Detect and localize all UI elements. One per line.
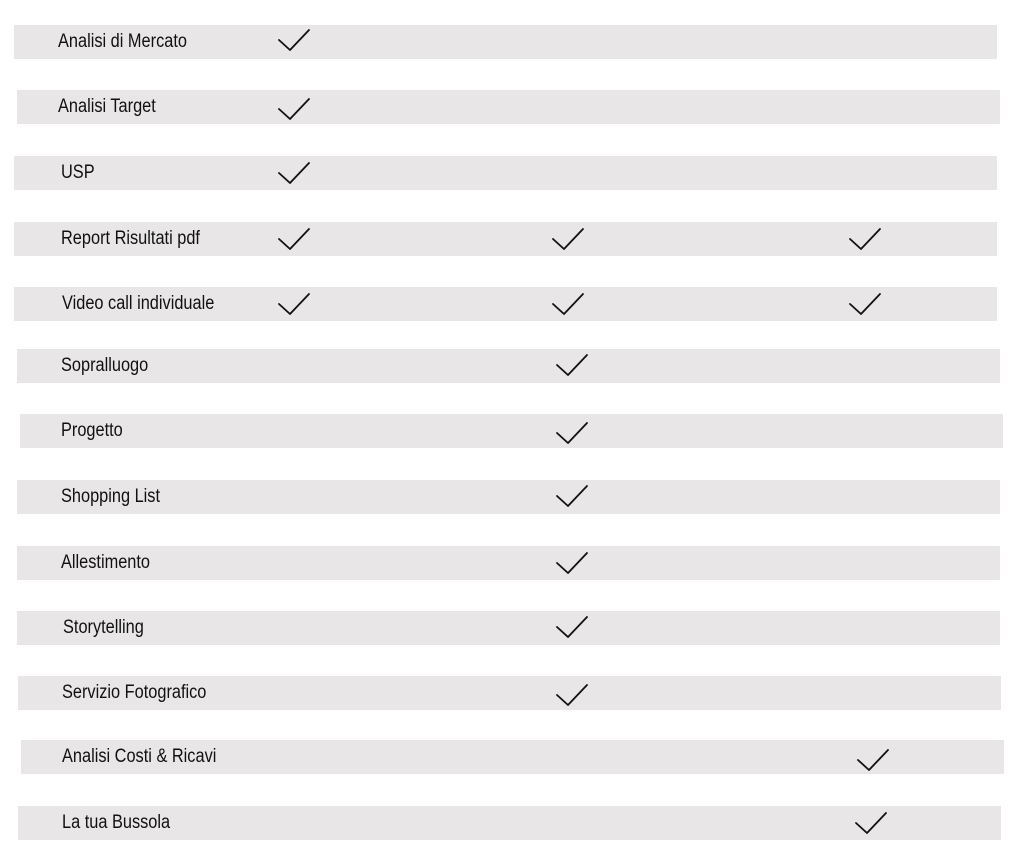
checkmark-icon [555,682,589,708]
feature-label: La tua Bussola [62,812,171,833]
feature-row [14,25,997,59]
feature-row [17,90,1000,124]
feature-label: Analisi Costi & Ricavi [62,746,217,767]
feature-row [21,740,1004,774]
feature-row [20,414,1003,448]
feature-row [18,806,1001,840]
feature-label: Sopralluogo [61,355,149,376]
checkmark-icon [277,291,311,317]
checkmark-icon [555,352,589,378]
checkmark-icon [551,291,585,317]
feature-label: Analisi Target [58,96,156,117]
feature-row [18,676,1001,710]
feature-row [14,156,997,190]
feature-row [17,349,1000,383]
feature-label: Allestimento [61,552,151,573]
checkmark-icon [555,483,589,509]
feature-label: USP [61,162,95,183]
checkmark-icon [848,291,882,317]
checkmark-icon [856,747,890,773]
feature-label: Servizio Fotografico [62,682,207,703]
feature-row [14,287,997,321]
feature-label: Storytelling [63,617,144,638]
feature-row [14,222,997,256]
feature-label: Shopping List [61,486,161,507]
checkmark-icon [551,226,585,252]
feature-row [17,611,1000,645]
checkmark-icon [555,420,589,446]
checkmark-icon [277,160,311,186]
checkmark-icon [277,27,311,53]
checkmark-icon [854,810,888,836]
feature-label: Report Risultati pdf [61,228,200,249]
feature-row [17,480,1000,514]
checkmark-icon [848,226,882,252]
checkmark-icon [555,550,589,576]
feature-label: Progetto [61,420,123,441]
checkmark-icon [555,614,589,640]
checkmark-icon [277,96,311,122]
checkmark-icon [277,226,311,252]
feature-row [17,546,1000,580]
feature-label: Video call individuale [62,293,215,314]
feature-label: Analisi di Mercato [58,31,187,52]
